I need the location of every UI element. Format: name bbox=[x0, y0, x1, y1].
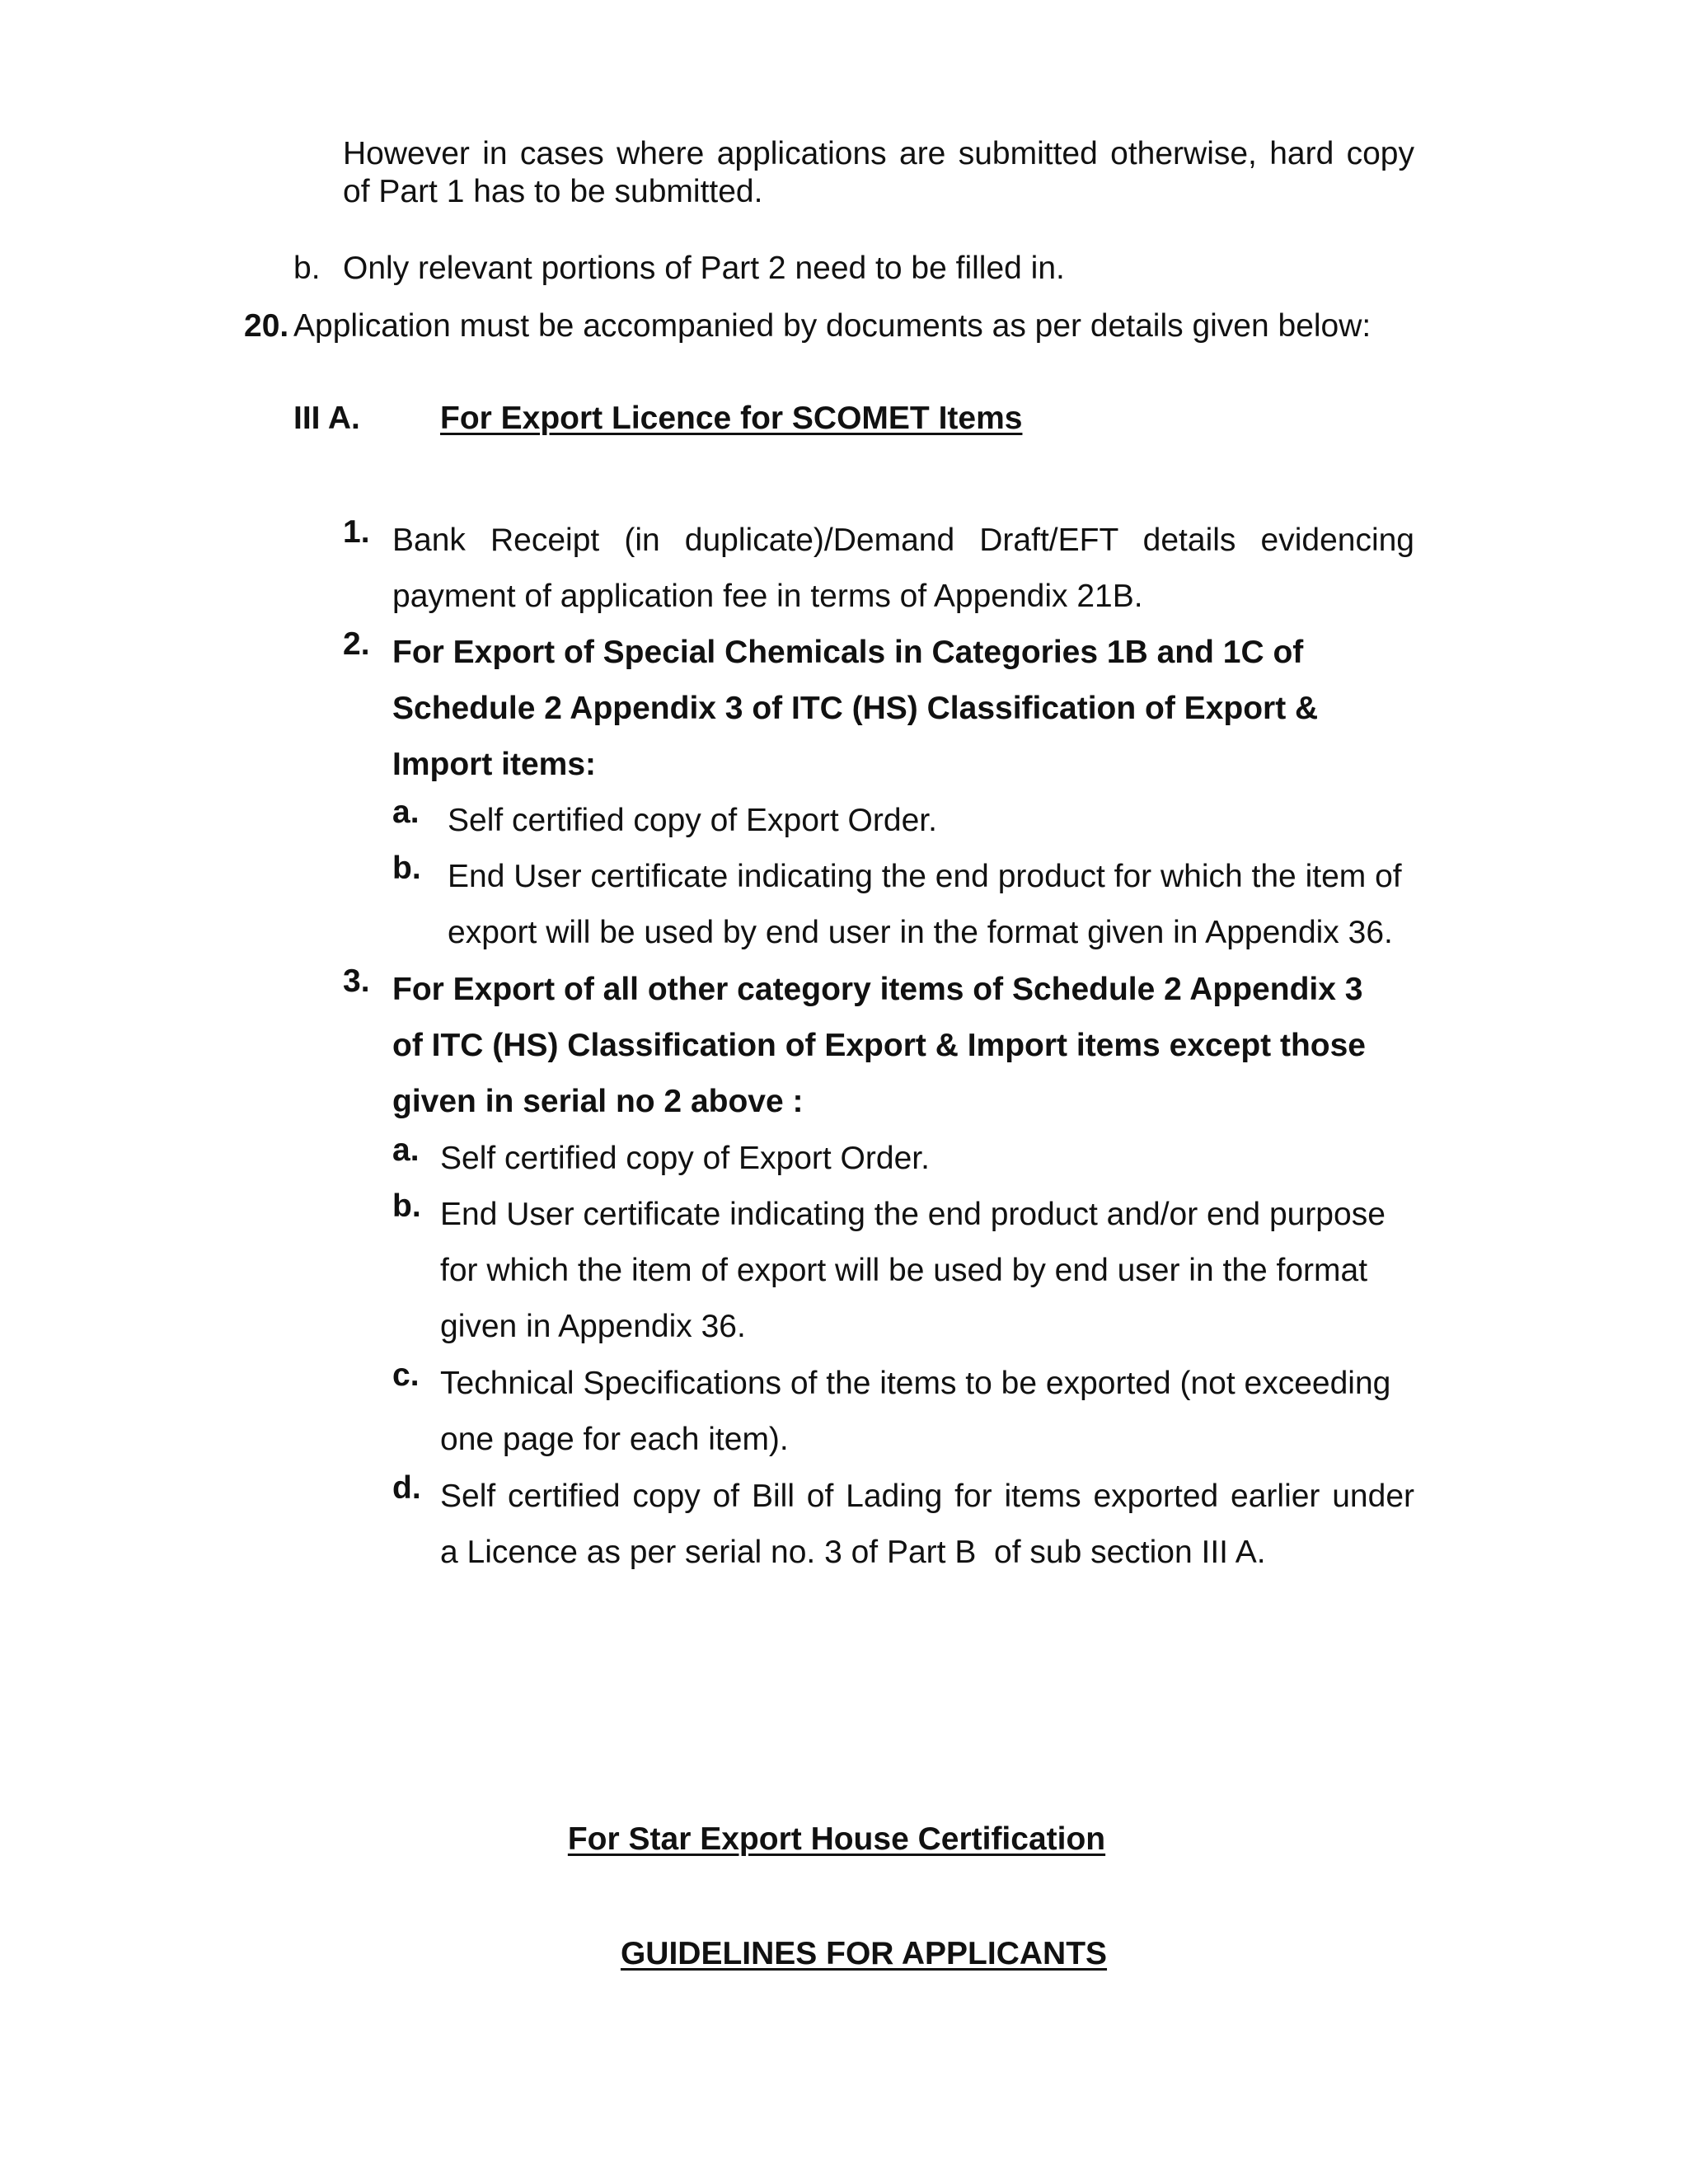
item-3d-text bbox=[440, 1469, 1414, 1581]
item-1-number: 1. bbox=[343, 514, 370, 550]
item-3b-line-3: given in Appendix 36. bbox=[440, 1309, 746, 1344]
item-3b-line-2: for which the item of export will be used by end user in the format bbox=[440, 1253, 1368, 1288]
item-3-line-3: given in serial no 2 above : bbox=[392, 1084, 804, 1119]
item-2-line-1: For Export of Special Chemicals in Categories 1B and 1C of bbox=[392, 635, 1304, 670]
item-3a-marker: a. bbox=[392, 1132, 420, 1168]
item-3-line-1: For Export of all other category items of Schedule 2 Appendix 3 bbox=[392, 972, 1363, 1007]
item-1-text bbox=[392, 513, 1414, 625]
item-3c-line-2: one page for each item). bbox=[440, 1422, 789, 1457]
intro-item-b-marker: b. bbox=[293, 251, 321, 286]
item-3d-line-1: Self certified copy of Bill of Lading for items exported earlier under bbox=[440, 1479, 1414, 1514]
item-2a-marker: a. bbox=[392, 794, 420, 830]
item-3b-line-1: End User certificate indicating the end product and/or end purpose bbox=[440, 1197, 1386, 1232]
item-2a-line-1: Self certified copy of Export Order. bbox=[448, 803, 937, 838]
section-label: III A. bbox=[293, 401, 360, 436]
intro-item-b-text: Only relevant portions of Part 2 need to be filled in. bbox=[343, 251, 1065, 286]
intro-paragraph: However in cases where applications are submitted otherwise, hard copy of Part 1 has to be submitted. bbox=[343, 136, 1414, 209]
item-3-number: 3. bbox=[343, 963, 370, 999]
item-20-number: 20. bbox=[244, 308, 289, 344]
item-2-line-2: Schedule 2 Appendix 3 of ITC (HS) Classification of Export & bbox=[392, 691, 1319, 726]
item-3c-marker: c. bbox=[392, 1357, 420, 1393]
item-2-number: 2. bbox=[343, 626, 370, 662]
item-2-text bbox=[392, 625, 1318, 793]
item-3b-text bbox=[440, 1187, 1386, 1355]
item-3-text bbox=[392, 962, 1366, 1130]
item-3c-text bbox=[440, 1356, 1390, 1468]
item-3a-line-1: Self certified copy of Export Order. bbox=[440, 1141, 930, 1176]
item-1-line-2: payment of application fee in terms of Appendix 21B. bbox=[392, 579, 1143, 614]
item-3-line-2: of ITC (HS) Classification of Export & Import items except those bbox=[392, 1028, 1366, 1063]
item-3b-marker: b. bbox=[392, 1188, 421, 1224]
item-20-text: Application must be accompanied by documents as per details given below: bbox=[293, 308, 1372, 344]
item-2b-marker: b. bbox=[392, 851, 421, 886]
item-2b-text bbox=[448, 849, 1402, 961]
star-export-heading: For Star Export House Certification bbox=[567, 1821, 1106, 1857]
item-2b-line-1: End User certificate indicating the end product for which the item of bbox=[448, 859, 1402, 894]
item-2b-line-2: export will be used by end user in the format given in Appendix 36. bbox=[448, 915, 1393, 950]
section-title: For Export Licence for SCOMET Items bbox=[440, 401, 1023, 436]
item-2-line-3: Import items: bbox=[392, 747, 597, 782]
item-3a-text bbox=[440, 1131, 930, 1187]
item-1-line-1: Bank Receipt (in duplicate)/Demand Draft/EFT details evidencing bbox=[392, 523, 1414, 558]
item-3d-line-2: a Licence as per serial no. 3 of Part B of sub section III A. bbox=[440, 1535, 1266, 1570]
item-3c-line-1: Technical Specifications of the items to be exported (not exceeding bbox=[440, 1366, 1391, 1401]
item-2a-text bbox=[448, 793, 937, 849]
guidelines-heading: GUIDELINES FOR APPLICANTS bbox=[620, 1936, 1108, 1971]
item-3d-marker: d. bbox=[392, 1470, 421, 1506]
